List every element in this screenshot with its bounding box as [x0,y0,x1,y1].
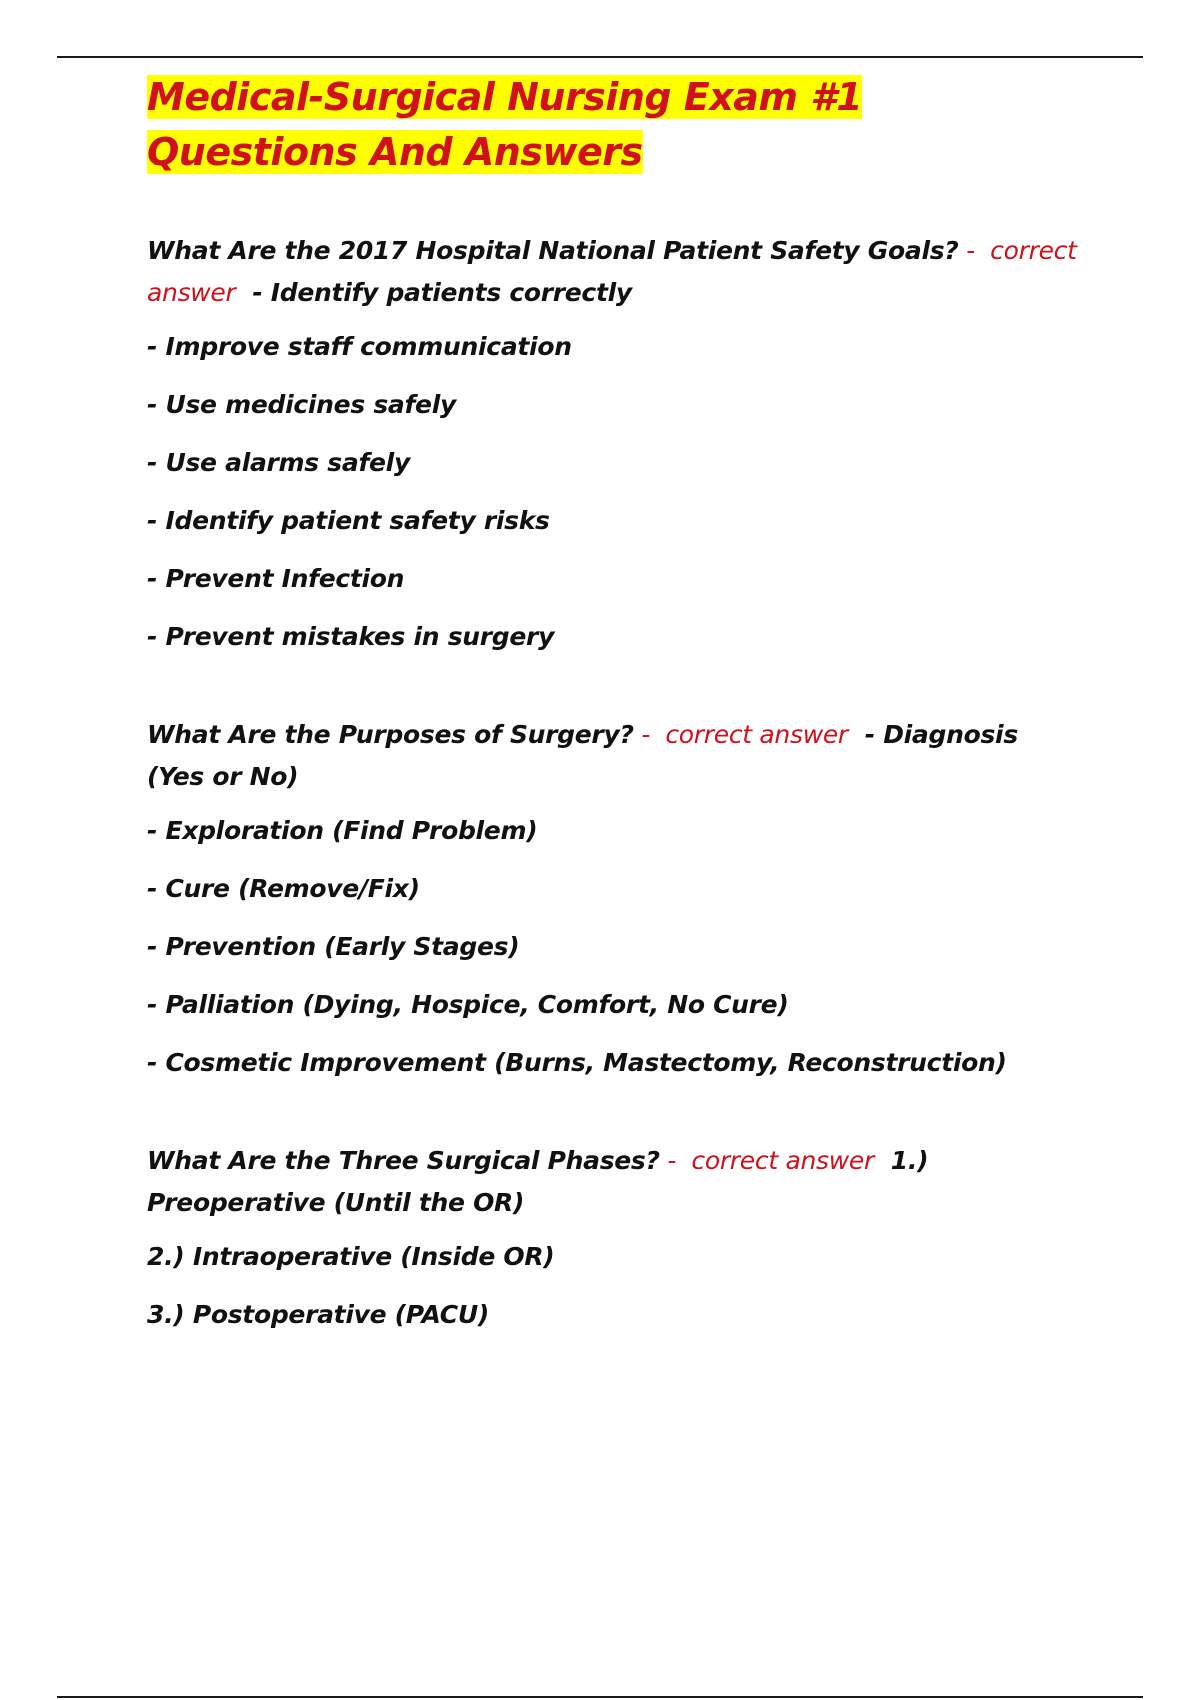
answer-marker: - correct answer [659,1146,874,1175]
top-divider [57,56,1143,58]
answer-marker-text: correct answer [691,1146,874,1175]
document-body [147,70,1082,1352]
question-text: What Are the 2017 Hospital National Patient Safety Goals? [147,236,959,265]
answer-item: - Improve staff communication [147,332,572,361]
answer-item: - Use alarms safely [147,448,410,477]
question-line [147,714,1082,798]
answer-item: - Cure (Remove/Fix) [147,874,420,903]
qa-block [147,230,1082,658]
answer-item: 3.) Postoperative (PACU) [147,1300,489,1329]
answer-item: - Cosmetic Improvement (Burns, Mastectomy, Reconstruction) [147,1048,1007,1077]
question-text: What Are the Three Surgical Phases? [147,1146,660,1175]
document-title [147,70,1082,180]
answer-marker-text: correct answer [665,720,848,749]
title-highlight: Medical-Surgical Nursing Exam #1 Questions And Answers [147,75,863,174]
answer-item: - Identify patient safety risks [147,506,550,535]
answer-marker: - correct answer [147,236,1077,307]
answer-marker-text: correct answer [147,236,1077,307]
qa-block [147,1140,1082,1336]
answer-first: - Diagnosis (Yes or No) [147,720,1018,791]
answer-item: 2.) Intraoperative (Inside OR) [147,1242,555,1271]
answer-item: - Palliation (Dying, Hospice, Comfort, No Cure) [147,990,789,1019]
answer-marker: - correct answer [633,720,848,749]
answer-item: - Prevention (Early Stages) [147,932,520,961]
question-line [147,230,1082,314]
answer-first: - Identify patients correctly [252,278,632,307]
answer-item: - Prevent mistakes in surgery [147,622,555,651]
question-line [147,1140,1082,1224]
bottom-divider [57,1696,1143,1698]
question-text: What Are the Purposes of Surgery? [147,720,634,749]
answer-item: - Prevent Infection [147,564,405,593]
answer-item: - Use medicines safely [147,390,456,419]
answer-item: - Exploration (Find Problem) [147,816,538,845]
answer-first: 1.) Preoperative (Until the OR) [147,1146,929,1217]
qa-block [147,714,1082,1084]
